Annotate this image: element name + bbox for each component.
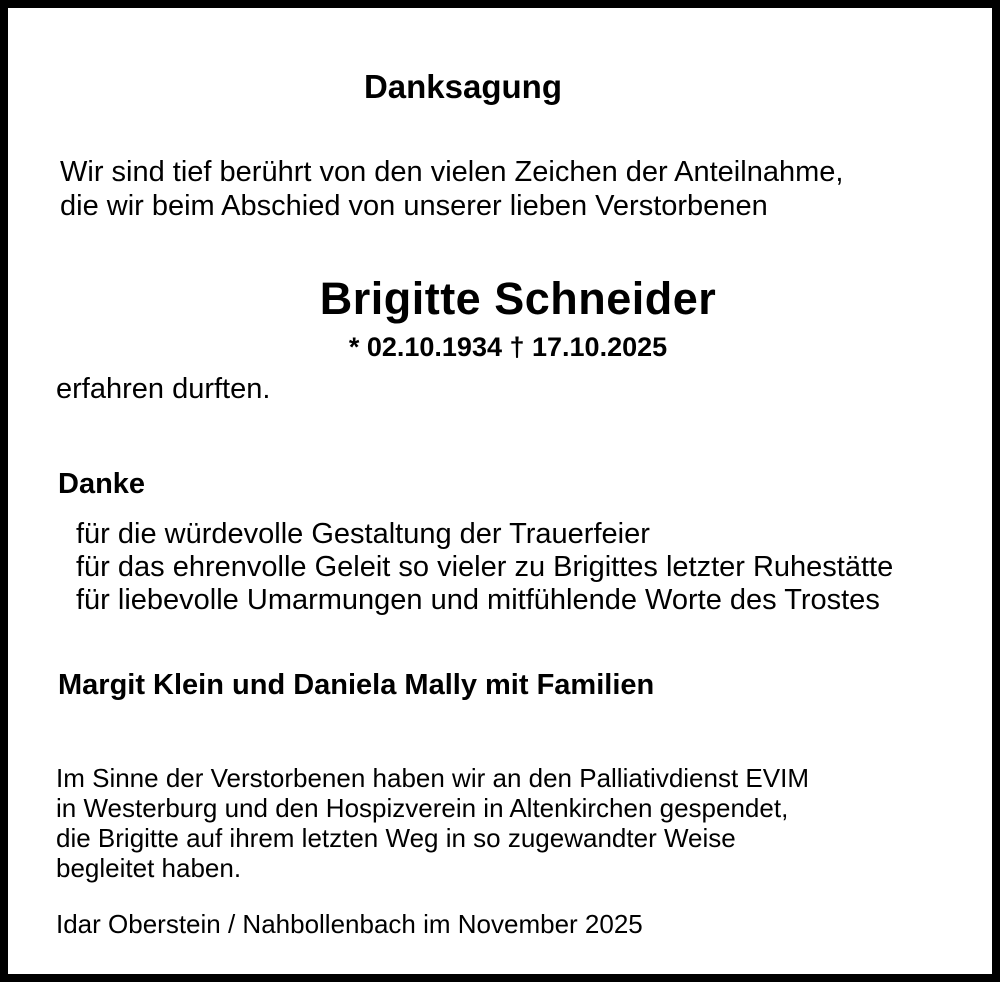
thanks-heading: Danke — [58, 468, 146, 500]
thanks-line-1: für die würdevolle Gestaltung der Trauerfeier — [76, 518, 650, 550]
donation-line-4: begleitet haben. — [56, 853, 242, 883]
signatories: Margit Klein und Daniela Mally mit Familien — [58, 669, 655, 701]
life-dates: * 02.10.1934 † 17.10.2025 — [348, 332, 668, 362]
donation-line-1: Im Sinne der Verstorbenen haben wir an den Palliativdienst EVIM — [56, 763, 809, 793]
notice-title: Danksagung — [363, 68, 563, 105]
thanks-line-2: für das ehrenvolle Geleit so vieler zu Brigittes letzter Ruhestätte — [76, 551, 894, 583]
intro-line-1: Wir sind tief berührt von den vielen Zeichen der Anteilnahme, — [60, 156, 844, 188]
place-date: Idar Oberstein / Nahbollenbach im November 2025 — [56, 909, 643, 939]
intro-line-2: die wir beim Abschied von unserer lieben Verstorbenen — [60, 190, 768, 222]
donation-line-3: die Brigitte auf ihrem letzten Weg in so zugewandter Weise — [56, 823, 736, 853]
deceased-name: Brigitte Schneider — [319, 273, 717, 324]
after-name-text: erfahren durften. — [56, 373, 271, 405]
donation-line-2: in Westerburg und den Hospizverein in Altenkirchen gespendet, — [56, 793, 789, 823]
thanks-line-3: für liebevolle Umarmungen und mitfühlende Worte des Trostes — [76, 584, 880, 616]
